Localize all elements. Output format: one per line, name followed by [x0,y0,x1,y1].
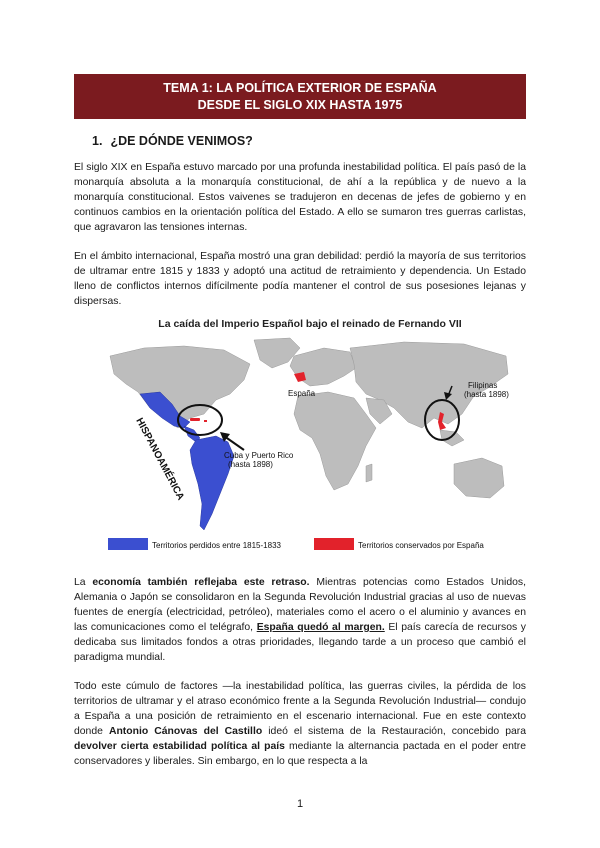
title-line-2: DESDE EL SIGLO XIX HASTA 1975 [197,97,403,112]
p4-text-e: mediante la alternancia pactada en el poder entre conservadores y liberales. Sin embargo, en lo que respecta a la [74,740,527,767]
section-heading [92,134,253,148]
label-hispanoamerica: HISPANOAMÉRICA [133,416,187,503]
title-banner [74,74,526,119]
p3-text-c: Mientras potencias como Estados Unidos, Alemania o Japón se consolidaron en la Segunda Revolución Industrial gracias al uso de nuevas fuentes de energía (electricidad, petróleo), materiales como el acero o el aluminio y avances en las comunicaciones como el telégrafo, [74,577,526,633]
p4-bold-canovas: Antonio Cánovas del Castillo [108,725,263,737]
p3-bold-margin: España quedó al margen. [256,621,385,633]
empire-map-figure [104,318,516,558]
sea-islands-land [440,430,464,446]
label-filipinas: Filipinas [468,381,498,390]
paragraph-restoration [74,680,526,769]
label-espana: España [288,389,316,398]
paragraph-political-instability: El siglo XIX en España estuvo marcado por una profunda inestabilidad política. El país pasó de la monarquía absoluta a la monarquía constitucional, de ahí a la república y de nuevo a la monarquía constitucional. Estos vaivenes se tradujeron en decenas de jefes de gobierno y en continuos cambios en la orientación política del Estado. A ello se sumaron tres guerras carlistas, que agravaron las tensiones internas. [74,162,526,233]
label-cuba: Cuba y Puerto Rico [224,451,294,460]
section-title: ¿DE DÓNDE VENIMOS? [110,134,253,148]
legend-kept-label: Territorios conservados por España [358,541,484,550]
p4-text-c: ideó el sistema de la Restauración, concebido para [262,725,526,737]
p3-text-a: La [74,577,93,588]
madagascar-land [366,464,372,482]
australia-land [454,458,504,498]
map-title: La caída del Imperio Español bajo el reinado de Fernando VII [158,318,462,330]
p4-bold-stability: devolver cierta estabilidad política al país [74,740,285,752]
p3-text-e: El país carecía de recursos y dedicaba sus limitados fondos a otras prioridades, llegando tarde a un proceso que cambió el paradigma mundial. [74,621,526,663]
world-map [104,334,516,558]
label-cuba-date: (hasta 1898) [228,460,273,469]
page-number: 1 [296,798,304,810]
paragraph-international-weakness: En el ámbito internacional, España mostró una gran debilidad: perdió la mayoría de sus territorios de ultramar entre 1815 y 1833 y adoptó una actitud de retraimiento y dependencia. Un Estado lleno de conflictos internos difícilmente podía mantener el control de sus posesiones lejanas y dispersas. [74,251,526,307]
legend-kept-swatch [314,538,354,550]
p3-bold-economy: economía también reflejaba este retraso. [92,577,310,588]
puerto-rico-region [204,420,207,422]
p4-text-a: Todo este cúmulo de factores —la inestabilidad política, las guerras civiles, la pérdida de los territorios de ultramar y el atraso económico frente a la Segunda Revolución Industrial— condujo a España a una posición de retraimiento en el escenario internacional. Fue en este contexto donde [74,681,526,737]
title-line-1: TEMA 1: LA POLÍTICA EXTERIOR DE ESPAÑA [163,80,437,95]
section-number: 1. [92,134,103,148]
legend-lost-label: Territorios perdidos entre 1815-1833 [152,541,281,550]
label-filipinas-date: (hasta 1898) [464,390,509,399]
africa-land [294,392,376,490]
cuba-region [190,418,200,421]
paragraph-economic-backwardness [74,576,526,665]
legend-lost-swatch [108,538,148,550]
